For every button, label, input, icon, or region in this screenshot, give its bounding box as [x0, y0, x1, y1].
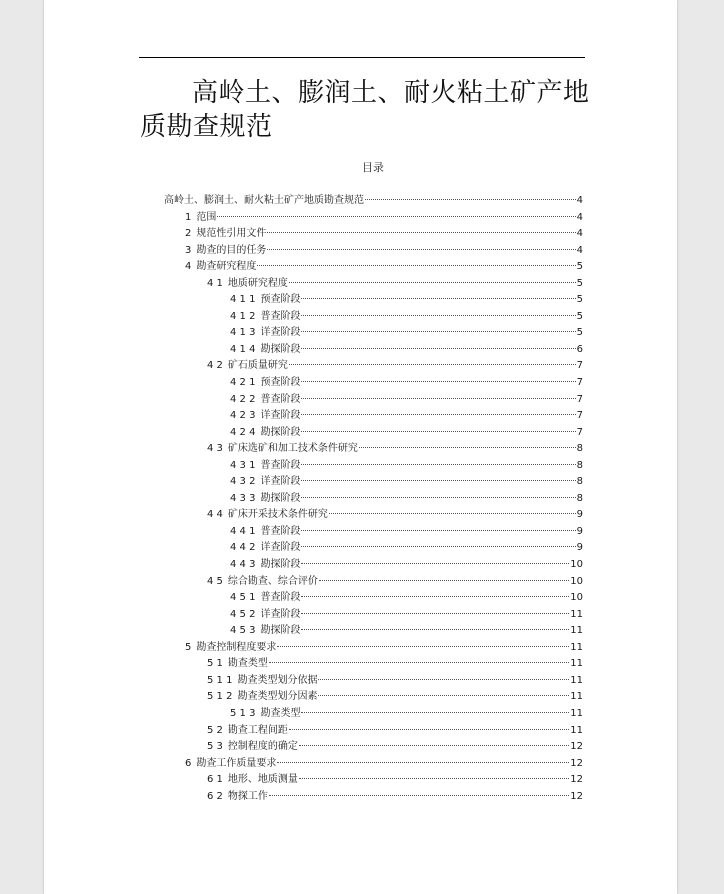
toc-entry-number: 6 2: [207, 790, 223, 802]
toc-entry[interactable]: [164, 325, 583, 342]
toc-entry-label: 勘查研究程度: [196, 261, 257, 273]
toc-entry-label: 预查阶段: [260, 294, 301, 306]
toc-entry-number: 5 2: [207, 724, 223, 736]
toc-entry-page: 9: [576, 542, 583, 554]
toc-entry-page: 11: [570, 691, 583, 703]
toc-entry-label: 勘探阶段: [260, 492, 301, 504]
toc-dot-leader: [289, 364, 576, 365]
toc-entry[interactable]: [164, 210, 583, 227]
toc-entry[interactable]: [164, 590, 583, 607]
toc-dot-leader: [301, 348, 575, 349]
toc-entry[interactable]: [164, 739, 583, 756]
toc-entry-label: 物探工作: [227, 790, 268, 802]
toc-entry-label: 勘探阶段: [260, 625, 301, 637]
toc-entry-number: 5 1 1: [207, 674, 233, 686]
toc-entry-number: 4 4 2: [230, 542, 256, 554]
toc-dot-leader: [301, 629, 569, 630]
toc-dot-leader: [319, 580, 569, 581]
toc-entry-page: 11: [570, 707, 583, 719]
toc-entry-number: 4 5 2: [230, 608, 256, 620]
toc-entry-page: 8: [576, 492, 583, 504]
toc-entry-page: 10: [570, 592, 583, 604]
toc-entry-page: 10: [570, 559, 583, 571]
toc-entry-page: 11: [570, 641, 583, 653]
toc-entry[interactable]: [164, 474, 583, 491]
toc-entry-number: 5 1 2: [207, 691, 233, 703]
toc-entry-label: 矿石质量研究: [227, 360, 288, 372]
toc-entry-number: 4 2 1: [230, 377, 256, 389]
toc-entry[interactable]: [164, 623, 583, 640]
toc-entry[interactable]: [164, 441, 583, 458]
toc-dot-leader: [301, 398, 575, 399]
toc-dot-leader: [318, 679, 569, 680]
toc-entry-label: 范围: [196, 211, 217, 223]
toc-entry[interactable]: [164, 507, 583, 524]
toc-entry-number: 5 1: [207, 658, 223, 670]
toc-entry[interactable]: [164, 607, 583, 624]
toc-entry-page: 4: [576, 228, 583, 240]
toc-entry-label: 普查阶段: [260, 310, 301, 322]
toc-entry-number: 4 1 3: [230, 327, 256, 339]
toc-entry-label: 勘探阶段: [260, 559, 301, 571]
toc-entry-number: 4 3 1: [230, 459, 256, 471]
toc-entry-label: 勘查类型: [227, 658, 268, 670]
toc-entry-number: 4 5 3: [230, 625, 256, 637]
toc-dot-leader: [359, 447, 576, 448]
toc-entry-number: 3: [185, 244, 192, 256]
toc-entry[interactable]: [164, 259, 583, 276]
toc-entry-label: 普查阶段: [260, 459, 301, 471]
toc-entry-number: 6: [185, 757, 192, 769]
toc-entry-number: 4 3 3: [230, 492, 256, 504]
toc-entry-label: 普查阶段: [260, 393, 301, 405]
toc-entry-page: 12: [570, 790, 583, 802]
toc-entry[interactable]: [164, 226, 583, 243]
toc-entry-label: 预查阶段: [260, 377, 301, 389]
toc-entry-number: 5 1 3: [230, 707, 256, 719]
toc-entry-number: 4 3 2: [230, 476, 256, 488]
toc-entry-page: 6: [576, 343, 583, 355]
toc-entry[interactable]: [164, 640, 583, 657]
toc-dot-leader: [301, 712, 569, 713]
toc-entry[interactable]: [164, 243, 583, 260]
toc-entry[interactable]: [164, 689, 583, 706]
toc-entry-page: 5: [576, 277, 583, 289]
toc-entry-label: 勘探阶段: [260, 343, 301, 355]
toc-dot-leader: [301, 381, 575, 382]
toc-entry-page: 7: [576, 377, 583, 389]
toc-entry-page: 5: [576, 294, 583, 306]
document-title: 高岭土、膨润土、耐火粘土矿产地质勘查规范: [140, 78, 590, 142]
toc-entry[interactable]: [164, 557, 583, 574]
toc-dot-leader: [269, 795, 569, 796]
toc-entry-number: 4 1 1: [230, 294, 256, 306]
toc-entry-page: 8: [576, 476, 583, 488]
toc-entry[interactable]: [164, 723, 583, 740]
toc-dot-leader: [301, 464, 575, 465]
toc-dot-leader: [277, 646, 569, 647]
toc-entry-label: 勘查的目的任务: [196, 244, 267, 256]
toc-entry-label: 勘查工程间距: [227, 724, 288, 736]
toc-entry-label: 详查阶段: [260, 410, 301, 422]
toc-dot-leader: [269, 662, 569, 663]
toc-dot-leader: [277, 762, 569, 763]
toc-dot-leader: [301, 480, 575, 481]
toc-entry-label: 矿床选矿和加工技术条件研究: [227, 443, 358, 455]
toc-dot-leader: [301, 613, 569, 614]
toc-entry-number: 4 4: [207, 509, 223, 521]
toc-dot-leader: [301, 331, 575, 332]
toc-dot-leader: [257, 265, 575, 266]
toc-dot-leader: [299, 745, 569, 746]
toc-entry-page: 4: [576, 195, 583, 206]
toc-entry-label: 详查阶段: [260, 476, 301, 488]
toc-heading: 目录: [362, 161, 384, 174]
toc-entry-page: 4: [576, 211, 583, 223]
toc-entry-number: 6 1: [207, 774, 223, 786]
toc-dot-leader: [301, 414, 575, 415]
toc-dot-leader: [289, 282, 576, 283]
toc-entry-label: 控制程度的确定: [227, 741, 298, 753]
toc-entry-label: 地形、地质测量: [227, 774, 298, 786]
toc-entry[interactable]: [164, 756, 583, 773]
toc-entry-page: 4: [576, 244, 583, 256]
toc-dot-leader: [301, 298, 575, 299]
toc-entry-page: 5: [576, 327, 583, 339]
toc-entry-label: 勘探阶段: [260, 426, 301, 438]
toc-entry-page: 5: [576, 261, 583, 273]
toc-entry-number: 4 2: [207, 360, 223, 372]
toc-entry-number: 2: [185, 228, 192, 240]
toc-entry-number: 4 2 2: [230, 393, 256, 405]
toc-entry-number: 4 5 1: [230, 592, 256, 604]
toc-entry-page: 7: [576, 410, 583, 422]
toc-entry-page: 12: [570, 741, 583, 753]
toc-entry[interactable]: [164, 656, 583, 673]
toc-entry[interactable]: [164, 193, 583, 210]
toc-entry-page: 12: [570, 774, 583, 786]
toc-entry[interactable]: [164, 292, 583, 309]
toc-entry-number: 4 4 3: [230, 559, 256, 571]
toc-dot-leader: [301, 530, 575, 531]
toc-entry-number: 4 2 4: [230, 426, 256, 438]
toc-entry-label: 勘查类型划分依据: [237, 674, 318, 686]
toc-entry[interactable]: [164, 491, 583, 508]
toc-entry-label: 综合勘查、综合评价: [227, 575, 318, 587]
toc-entry-page: 7: [576, 393, 583, 405]
toc-dot-leader: [301, 497, 575, 498]
toc-entry-page: 7: [576, 426, 583, 438]
toc-entry[interactable]: [164, 540, 583, 557]
toc-entry[interactable]: [164, 673, 583, 690]
toc-dot-leader: [365, 199, 576, 200]
toc-entry-page: 9: [576, 525, 583, 537]
toc-entry[interactable]: [164, 375, 583, 392]
toc-entry-label: 普查阶段: [260, 525, 301, 537]
toc-dot-leader: [301, 563, 569, 564]
document-page: [44, 0, 677, 894]
toc-entry-number: 4 1: [207, 277, 223, 289]
toc-entry[interactable]: [164, 276, 583, 293]
toc-entry-page: 9: [576, 509, 583, 521]
toc-dot-leader: [289, 729, 569, 730]
toc-entry-page: 11: [570, 608, 583, 620]
toc-entry[interactable]: [164, 524, 583, 541]
toc-entry-page: 11: [570, 658, 583, 670]
toc-entry-page: 7: [576, 360, 583, 372]
toc-entry-page: 10: [570, 575, 583, 587]
toc-entry-label: 详查阶段: [260, 327, 301, 339]
toc-entry-label: 地质研究程度: [227, 277, 288, 289]
toc-entry[interactable]: [164, 425, 583, 442]
toc-entry-page: 8: [576, 443, 583, 455]
toc-entry[interactable]: [164, 706, 583, 723]
toc-entry-label: 规范性引用文件: [196, 228, 267, 240]
toc-entry-page: 11: [570, 724, 583, 736]
toc-dot-leader: [267, 249, 575, 250]
toc-dot-leader: [301, 315, 575, 316]
toc-entry-number: 4 1 2: [230, 310, 256, 322]
toc-dot-leader: [217, 216, 575, 217]
toc-entry-page: 11: [570, 625, 583, 637]
toc-entry-label: 勘查工作质量要求: [196, 757, 277, 769]
toc-entry[interactable]: [164, 408, 583, 425]
toc-entry-label: 详查阶段: [260, 608, 301, 620]
toc-entry-number: 5: [185, 641, 192, 653]
toc-entry-label: 勘查类型: [260, 707, 301, 719]
toc-entry-number: 4 2 3: [230, 410, 256, 422]
toc-entry-number: 5 3: [207, 741, 223, 753]
toc-entry-number: 4 3: [207, 443, 223, 455]
toc-entry-number: 4 5: [207, 575, 223, 587]
toc-entry-page: 8: [576, 459, 583, 471]
toc-entry-label: 普查阶段: [260, 592, 301, 604]
toc-dot-leader: [329, 513, 576, 514]
toc-entry-number: 1: [185, 211, 192, 223]
toc-dot-leader: [318, 695, 569, 696]
toc-entry-label: 矿床开采技术条件研究: [227, 509, 328, 521]
toc-entry[interactable]: [164, 458, 583, 475]
toc-entry-number: 4 1 4: [230, 343, 256, 355]
toc-entry[interactable]: [164, 789, 583, 806]
toc-dot-leader: [301, 431, 575, 432]
toc-dot-leader: [299, 778, 569, 779]
toc-entry[interactable]: [164, 309, 583, 326]
toc-dot-leader: [267, 232, 575, 233]
toc-entry-page: 5: [576, 310, 583, 322]
toc-entry[interactable]: [164, 574, 583, 591]
toc-entry-number: 4: [185, 261, 192, 273]
toc-entry-number: 4 4 1: [230, 525, 256, 537]
toc-entry-page: 11: [570, 674, 583, 686]
toc-entry[interactable]: [164, 392, 583, 409]
toc-dot-leader: [301, 596, 569, 597]
toc-entry-page: 12: [570, 757, 583, 769]
toc-entry-label: 高岭土、膨润土、耐火粘土矿产地质勘查规范: [164, 195, 364, 206]
table-of-contents: [164, 193, 583, 805]
toc-entry[interactable]: [164, 358, 583, 375]
toc-dot-leader: [301, 546, 575, 547]
toc-entry-label: 勘查类型划分因素: [237, 691, 318, 703]
toc-entry-label: 勘查控制程度要求: [196, 641, 277, 653]
toc-entry-label: 详查阶段: [260, 542, 301, 554]
toc-entry[interactable]: [164, 772, 583, 789]
toc-entry[interactable]: [164, 342, 583, 359]
header-rule: [139, 57, 585, 58]
